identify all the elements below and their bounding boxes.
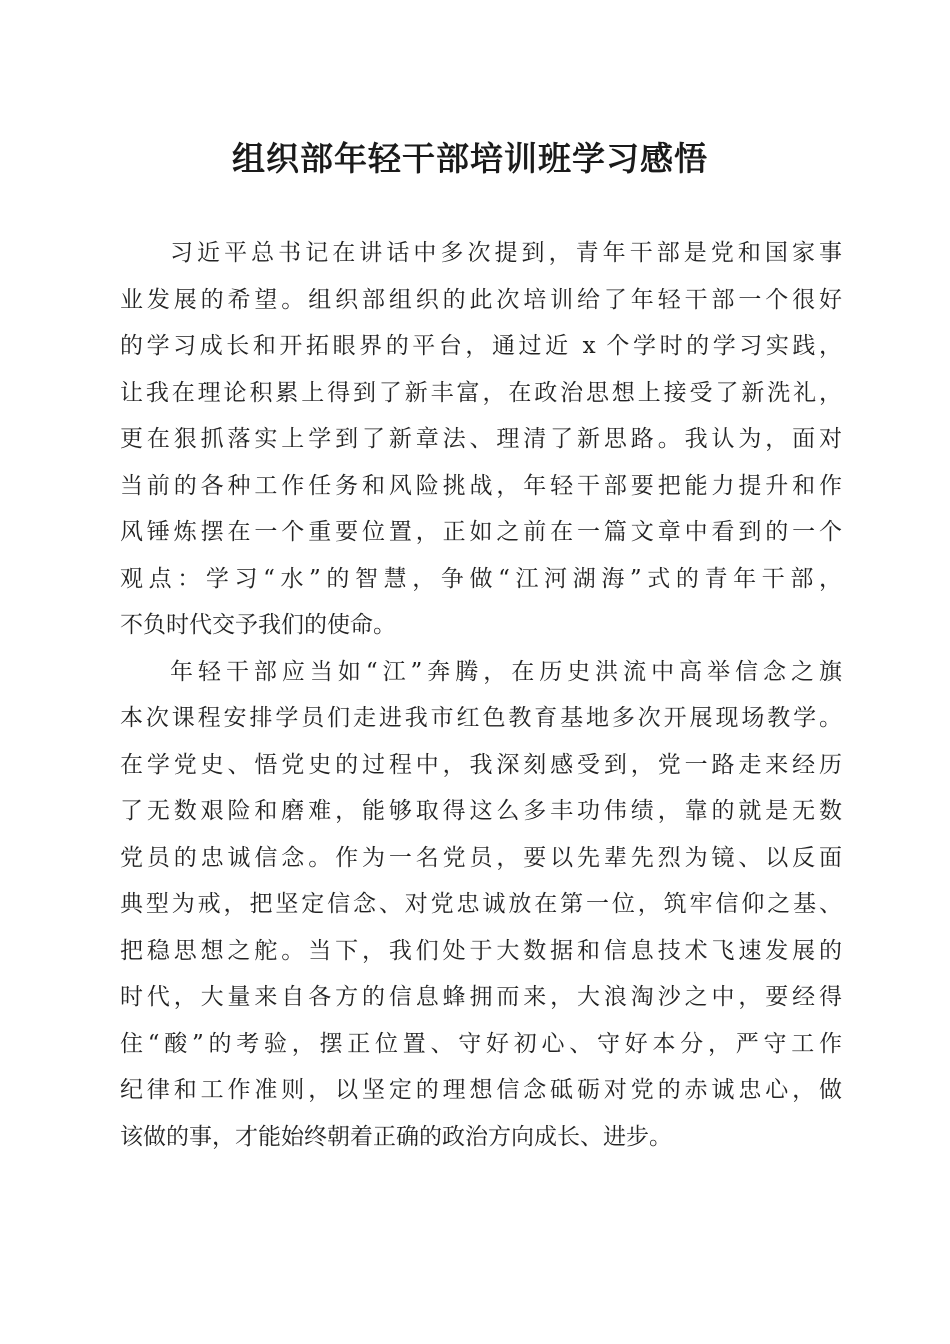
text-line: 习近平总书记在讲话中多次提到，青年干部是党和国家事 xyxy=(170,240,842,266)
text-line: 本次课程安排学员们走进我市红色教育基地多次开展现场教学。 xyxy=(120,705,842,731)
text-line: 当前的各种工作任务和风险挑战，年轻干部要把能力提升和作 xyxy=(120,472,842,499)
text-line: 业发展的希望。组织部组织的此次培训给了年轻干部一个很好 xyxy=(120,286,842,313)
text-line: 在学党史、悟党史的过程中，我深刻感受到，党一路走来经历 xyxy=(120,751,842,778)
text-line: 年轻干部应当如“江”奔腾，在历史洪流中高举信念之旗 xyxy=(170,658,842,685)
text-line: 让我在理论积累上得到了新丰富，在政治思想上接受了新洗礼， xyxy=(120,379,842,406)
paragraph-1 xyxy=(120,230,842,649)
text-line: 更在狠抓落实上学到了新章法、理清了新思路。我认为，面对 xyxy=(120,426,842,452)
text-line: 党员的忠诚信念。作为一名党员，要以先辈先烈为镜、以反面 xyxy=(120,844,842,871)
text-line: 观点：学习“水”的智慧，争做“江河湖海”式的青年干部， xyxy=(120,565,842,592)
text-line: 不负时代交予我们的使命。 xyxy=(120,612,396,638)
text-line: 风锤炼摆在一个重要位置，正如之前在一篇文章中看到的一个 xyxy=(120,519,842,545)
text-line: 典型为戒，把坚定信念、对党忠诚放在第一位，筑牢信仰之基、 xyxy=(120,891,842,917)
text-line: 纪律和工作准则，以坚定的理想信念砥砺对党的赤诚忠心，做 xyxy=(120,1077,842,1103)
text-line: 把稳思想之舵。当下，我们处于大数据和信息技术飞速发展的 xyxy=(120,937,842,964)
text-line: 了无数艰险和磨难，能够取得这么多丰功伟绩，靠的就是无数 xyxy=(120,798,842,824)
text-line: 时代，大量来自各方的信息蜂拥而来，大浪淘沙之中，要经得 xyxy=(120,984,842,1010)
text-line: 住“酸”的考验，摆正位置、守好初心、守好本分，严守工作 xyxy=(120,1030,842,1057)
paragraph-2 xyxy=(120,649,842,1161)
text-line: 该做的事，才能始终朝着正确的政治方向成长、进步。 xyxy=(120,1123,672,1150)
text-line: 的学习成长和开拓眼界的平台，通过近 x 个学时的学习实践， xyxy=(120,333,842,359)
document-body xyxy=(120,230,842,1160)
document-title: 组织部年轻干部培训班学习感悟 xyxy=(232,139,708,178)
